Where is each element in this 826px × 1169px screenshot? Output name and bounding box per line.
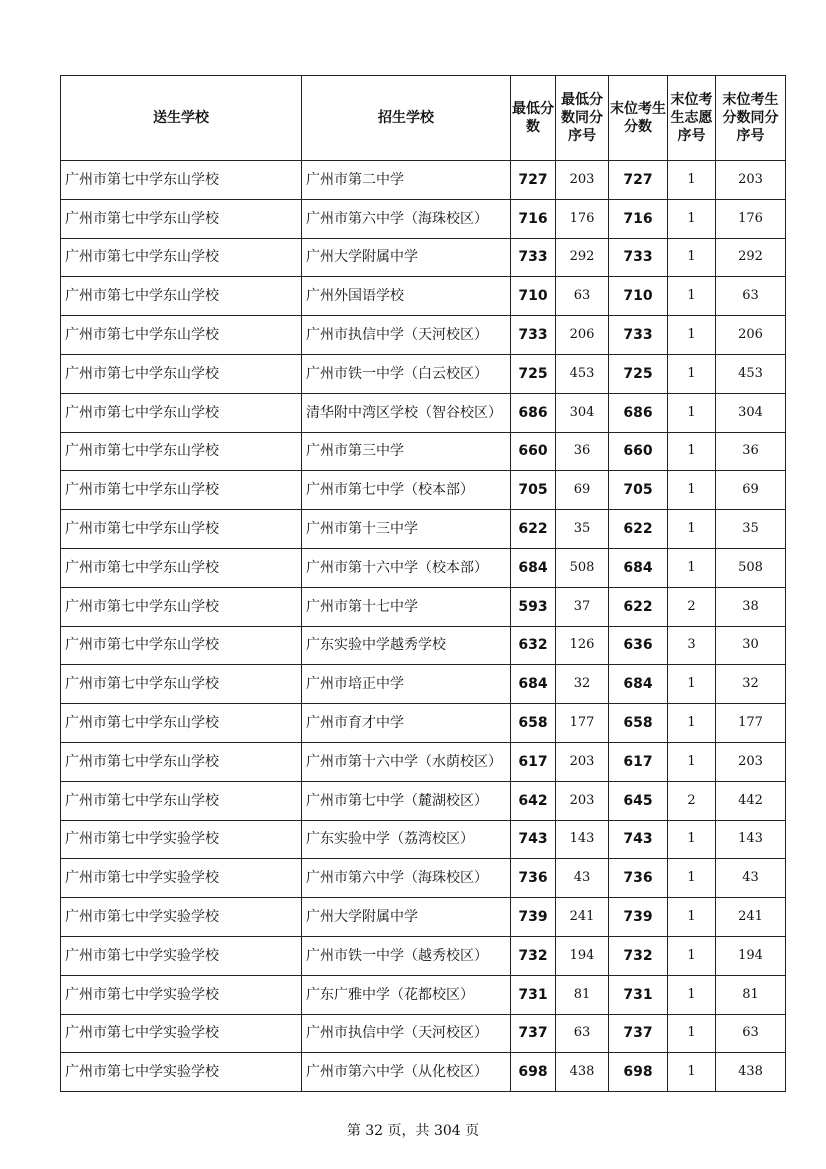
last-score-rank-cell: 177 bbox=[716, 704, 786, 743]
sending-school-cell: 广州市第七中学东山学校 bbox=[61, 742, 302, 781]
last-score-cell: 731 bbox=[609, 975, 668, 1014]
min-score-rank-cell: 203 bbox=[556, 742, 609, 781]
table-row bbox=[61, 936, 786, 975]
admitting-school-cell: 广州市第六中学（海珠校区） bbox=[302, 859, 511, 898]
min-score-cell: 660 bbox=[511, 432, 556, 471]
page-footer: 第 32 页，共 304 页 bbox=[346, 1123, 480, 1139]
table-row bbox=[61, 665, 786, 704]
admitting-school-cell: 广州市培正中学 bbox=[302, 665, 511, 704]
sending-school-cell: 广州市第七中学东山学校 bbox=[61, 238, 302, 277]
last-choice-order-cell: 1 bbox=[668, 704, 716, 743]
table-row bbox=[61, 898, 786, 937]
admitting-school-cell: 广东实验中学越秀学校 bbox=[302, 626, 511, 665]
last-score-rank-cell: 438 bbox=[716, 1053, 786, 1092]
last-score-rank-cell: 203 bbox=[716, 742, 786, 781]
admitting-school-cell: 广州外国语学校 bbox=[302, 277, 511, 316]
last-score-rank-cell: 442 bbox=[716, 781, 786, 820]
last-choice-order-cell: 1 bbox=[668, 277, 716, 316]
admitting-school-cell: 广东实验中学（荔湾校区） bbox=[302, 820, 511, 859]
admitting-school-cell: 广州大学附属中学 bbox=[302, 238, 511, 277]
last-score-rank-cell: 143 bbox=[716, 820, 786, 859]
table-row bbox=[61, 975, 786, 1014]
last-score-cell: 645 bbox=[609, 781, 668, 820]
min-score-rank-cell: 63 bbox=[556, 1014, 609, 1053]
admitting-school-cell: 广州市第十七中学 bbox=[302, 587, 511, 626]
last-score-rank-cell: 304 bbox=[716, 393, 786, 432]
min-score-rank-cell: 37 bbox=[556, 587, 609, 626]
last-score-cell: 739 bbox=[609, 898, 668, 937]
sending-school-cell: 广州市第七中学东山学校 bbox=[61, 665, 302, 704]
admitting-school-cell: 广州市第十六中学（水荫校区） bbox=[302, 742, 511, 781]
last-score-cell: 733 bbox=[609, 238, 668, 277]
sending-school-cell: 广州市第七中学东山学校 bbox=[61, 354, 302, 393]
table-row bbox=[61, 820, 786, 859]
admitting-school-cell: 广州市第十三中学 bbox=[302, 510, 511, 549]
table-row bbox=[61, 587, 786, 626]
last-choice-order-cell: 1 bbox=[668, 161, 716, 200]
last-score-rank-cell: 63 bbox=[716, 277, 786, 316]
min-score-cell: 684 bbox=[511, 548, 556, 587]
last-choice-order-cell: 1 bbox=[668, 820, 716, 859]
last-choice-order-cell: 1 bbox=[668, 471, 716, 510]
table-row bbox=[61, 238, 786, 277]
sending-school-cell: 广州市第七中学东山学校 bbox=[61, 510, 302, 549]
last-score-rank-cell: 30 bbox=[716, 626, 786, 665]
sending-school-cell: 广州市第七中学东山学校 bbox=[61, 432, 302, 471]
last-score-cell: 732 bbox=[609, 936, 668, 975]
min-score-rank-cell: 69 bbox=[556, 471, 609, 510]
last-choice-order-cell: 1 bbox=[668, 898, 716, 937]
sending-school-cell: 广州市第七中学实验学校 bbox=[61, 859, 302, 898]
min-score-cell: 733 bbox=[511, 238, 556, 277]
admitting-school-cell: 广州大学附属中学 bbox=[302, 898, 511, 937]
min-score-rank-cell: 177 bbox=[556, 704, 609, 743]
table-row bbox=[61, 1014, 786, 1053]
sending-school-cell: 广州市第七中学东山学校 bbox=[61, 161, 302, 200]
last-score-cell: 710 bbox=[609, 277, 668, 316]
admitting-school-cell: 广州市铁一中学（越秀校区） bbox=[302, 936, 511, 975]
table-row bbox=[61, 704, 786, 743]
last-score-rank-cell: 81 bbox=[716, 975, 786, 1014]
min-score-cell: 642 bbox=[511, 781, 556, 820]
last-score-cell: 622 bbox=[609, 510, 668, 549]
min-score-cell: 710 bbox=[511, 277, 556, 316]
last-score-rank-cell: 35 bbox=[716, 510, 786, 549]
last-choice-order-cell: 2 bbox=[668, 587, 716, 626]
last-score-rank-cell: 206 bbox=[716, 316, 786, 355]
min-score-rank-cell: 36 bbox=[556, 432, 609, 471]
last-score-rank-cell: 194 bbox=[716, 936, 786, 975]
sending-school-cell: 广州市第七中学实验学校 bbox=[61, 820, 302, 859]
min-score-cell: 686 bbox=[511, 393, 556, 432]
admitting-school-cell: 广州市执信中学（天河校区） bbox=[302, 316, 511, 355]
sending-school-cell: 广州市第七中学实验学校 bbox=[61, 975, 302, 1014]
last-choice-order-cell: 1 bbox=[668, 975, 716, 1014]
min-score-cell: 737 bbox=[511, 1014, 556, 1053]
sending-school-cell: 广州市第七中学东山学校 bbox=[61, 277, 302, 316]
last-choice-order-cell: 1 bbox=[668, 936, 716, 975]
admitting-school-cell: 广州市铁一中学（白云校区） bbox=[302, 354, 511, 393]
min-score-cell: 739 bbox=[511, 898, 556, 937]
last-score-cell: 716 bbox=[609, 199, 668, 238]
table-row bbox=[61, 1053, 786, 1092]
sending-school-cell: 广州市第七中学东山学校 bbox=[61, 626, 302, 665]
last-score-rank-cell: 508 bbox=[716, 548, 786, 587]
sending-school-cell: 广州市第七中学实验学校 bbox=[61, 1014, 302, 1053]
min-score-cell: 727 bbox=[511, 161, 556, 200]
min-score-cell: 725 bbox=[511, 354, 556, 393]
last-score-rank-cell: 36 bbox=[716, 432, 786, 471]
admitting-school-cell: 广东广雅中学（花都校区） bbox=[302, 975, 511, 1014]
last-score-rank-cell: 43 bbox=[716, 859, 786, 898]
last-score-rank-cell: 69 bbox=[716, 471, 786, 510]
min-score-cell: 743 bbox=[511, 820, 556, 859]
header-min-score: 最低分数 bbox=[511, 76, 556, 161]
sending-school-cell: 广州市第七中学东山学校 bbox=[61, 316, 302, 355]
admitting-school-cell: 广州市第六中学（海珠校区） bbox=[302, 199, 511, 238]
last-score-cell: 698 bbox=[609, 1053, 668, 1092]
table-row bbox=[61, 471, 786, 510]
admitting-school-cell: 广州市第十六中学（校本部） bbox=[302, 548, 511, 587]
min-score-rank-cell: 241 bbox=[556, 898, 609, 937]
last-score-cell: 727 bbox=[609, 161, 668, 200]
table-row bbox=[61, 859, 786, 898]
min-score-rank-cell: 206 bbox=[556, 316, 609, 355]
header-last-score: 末位考生分数 bbox=[609, 76, 668, 161]
header-last-score-rank: 末位考生分数同分序号 bbox=[716, 76, 786, 161]
last-choice-order-cell: 1 bbox=[668, 665, 716, 704]
last-score-cell: 660 bbox=[609, 432, 668, 471]
table-row bbox=[61, 161, 786, 200]
last-score-cell: 686 bbox=[609, 393, 668, 432]
admission-score-table bbox=[60, 75, 786, 1092]
min-score-cell: 593 bbox=[511, 587, 556, 626]
min-score-cell: 622 bbox=[511, 510, 556, 549]
sending-school-cell: 广州市第七中学东山学校 bbox=[61, 548, 302, 587]
last-score-cell: 658 bbox=[609, 704, 668, 743]
min-score-rank-cell: 508 bbox=[556, 548, 609, 587]
last-score-cell: 737 bbox=[609, 1014, 668, 1053]
sending-school-cell: 广州市第七中学实验学校 bbox=[61, 898, 302, 937]
sending-school-cell: 广州市第七中学东山学校 bbox=[61, 587, 302, 626]
last-score-cell: 743 bbox=[609, 820, 668, 859]
last-score-rank-cell: 453 bbox=[716, 354, 786, 393]
min-score-rank-cell: 176 bbox=[556, 199, 609, 238]
table-row bbox=[61, 316, 786, 355]
min-score-cell: 716 bbox=[511, 199, 556, 238]
last-choice-order-cell: 1 bbox=[668, 316, 716, 355]
admitting-school-cell: 广州市执信中学（天河校区） bbox=[302, 1014, 511, 1053]
last-choice-order-cell: 1 bbox=[668, 238, 716, 277]
table-header bbox=[61, 76, 786, 161]
admitting-school-cell: 广州市第三中学 bbox=[302, 432, 511, 471]
sending-school-cell: 广州市第七中学东山学校 bbox=[61, 199, 302, 238]
sending-school-cell: 广州市第七中学东山学校 bbox=[61, 704, 302, 743]
table-body bbox=[61, 161, 786, 1092]
last-choice-order-cell: 1 bbox=[668, 393, 716, 432]
admitting-school-cell: 广州市育才中学 bbox=[302, 704, 511, 743]
last-score-rank-cell: 176 bbox=[716, 199, 786, 238]
admitting-school-cell: 广州市第二中学 bbox=[302, 161, 511, 200]
min-score-rank-cell: 35 bbox=[556, 510, 609, 549]
last-choice-order-cell: 1 bbox=[668, 1014, 716, 1053]
last-choice-order-cell: 1 bbox=[668, 1053, 716, 1092]
last-choice-order-cell: 3 bbox=[668, 626, 716, 665]
last-score-cell: 636 bbox=[609, 626, 668, 665]
last-choice-order-cell: 1 bbox=[668, 432, 716, 471]
min-score-cell: 684 bbox=[511, 665, 556, 704]
sending-school-cell: 广州市第七中学实验学校 bbox=[61, 936, 302, 975]
min-score-rank-cell: 143 bbox=[556, 820, 609, 859]
sending-school-cell: 广州市第七中学东山学校 bbox=[61, 471, 302, 510]
min-score-rank-cell: 203 bbox=[556, 161, 609, 200]
min-score-rank-cell: 304 bbox=[556, 393, 609, 432]
min-score-cell: 658 bbox=[511, 704, 556, 743]
sending-school-cell: 广州市第七中学实验学校 bbox=[61, 1053, 302, 1092]
last-choice-order-cell: 1 bbox=[668, 199, 716, 238]
last-choice-order-cell: 1 bbox=[668, 510, 716, 549]
last-score-cell: 622 bbox=[609, 587, 668, 626]
last-score-cell: 725 bbox=[609, 354, 668, 393]
last-score-cell: 733 bbox=[609, 316, 668, 355]
last-score-rank-cell: 203 bbox=[716, 161, 786, 200]
last-choice-order-cell: 1 bbox=[668, 354, 716, 393]
table-row bbox=[61, 626, 786, 665]
header-last-choice-order: 末位考生志愿序号 bbox=[668, 76, 716, 161]
last-score-cell: 617 bbox=[609, 742, 668, 781]
table-row bbox=[61, 393, 786, 432]
table-row bbox=[61, 354, 786, 393]
header-sending-school: 送生学校 bbox=[61, 76, 302, 161]
table-row bbox=[61, 742, 786, 781]
sending-school-cell: 广州市第七中学东山学校 bbox=[61, 781, 302, 820]
admitting-school-cell: 广州市第七中学（校本部） bbox=[302, 471, 511, 510]
min-score-rank-cell: 81 bbox=[556, 975, 609, 1014]
table-row bbox=[61, 199, 786, 238]
min-score-rank-cell: 438 bbox=[556, 1053, 609, 1092]
header-admitting-school: 招生学校 bbox=[302, 76, 511, 161]
min-score-rank-cell: 194 bbox=[556, 936, 609, 975]
table-row bbox=[61, 548, 786, 587]
last-score-cell: 736 bbox=[609, 859, 668, 898]
min-score-cell: 617 bbox=[511, 742, 556, 781]
sending-school-cell: 广州市第七中学东山学校 bbox=[61, 393, 302, 432]
header-row bbox=[61, 76, 786, 161]
min-score-rank-cell: 292 bbox=[556, 238, 609, 277]
last-choice-order-cell: 1 bbox=[668, 859, 716, 898]
last-score-cell: 705 bbox=[609, 471, 668, 510]
admitting-school-cell: 广州市第六中学（从化校区） bbox=[302, 1053, 511, 1092]
min-score-rank-cell: 63 bbox=[556, 277, 609, 316]
admitting-school-cell: 清华附中湾区学校（智谷校区） bbox=[302, 393, 511, 432]
last-score-rank-cell: 32 bbox=[716, 665, 786, 704]
last-choice-order-cell: 1 bbox=[668, 742, 716, 781]
last-score-rank-cell: 63 bbox=[716, 1014, 786, 1053]
last-score-rank-cell: 292 bbox=[716, 238, 786, 277]
header-min-score-rank: 最低分数同分序号 bbox=[556, 76, 609, 161]
min-score-rank-cell: 453 bbox=[556, 354, 609, 393]
min-score-cell: 731 bbox=[511, 975, 556, 1014]
admitting-school-cell: 广州市第七中学（麓湖校区） bbox=[302, 781, 511, 820]
min-score-rank-cell: 32 bbox=[556, 665, 609, 704]
last-score-cell: 684 bbox=[609, 665, 668, 704]
last-score-rank-cell: 38 bbox=[716, 587, 786, 626]
min-score-cell: 736 bbox=[511, 859, 556, 898]
last-choice-order-cell: 2 bbox=[668, 781, 716, 820]
table-row bbox=[61, 277, 786, 316]
table-row bbox=[61, 781, 786, 820]
table-row bbox=[61, 432, 786, 471]
last-choice-order-cell: 1 bbox=[668, 548, 716, 587]
min-score-cell: 705 bbox=[511, 471, 556, 510]
min-score-rank-cell: 126 bbox=[556, 626, 609, 665]
min-score-cell: 632 bbox=[511, 626, 556, 665]
min-score-rank-cell: 43 bbox=[556, 859, 609, 898]
min-score-cell: 732 bbox=[511, 936, 556, 975]
table-row bbox=[61, 510, 786, 549]
min-score-cell: 733 bbox=[511, 316, 556, 355]
last-score-cell: 684 bbox=[609, 548, 668, 587]
last-score-rank-cell: 241 bbox=[716, 898, 786, 937]
min-score-rank-cell: 203 bbox=[556, 781, 609, 820]
min-score-cell: 698 bbox=[511, 1053, 556, 1092]
